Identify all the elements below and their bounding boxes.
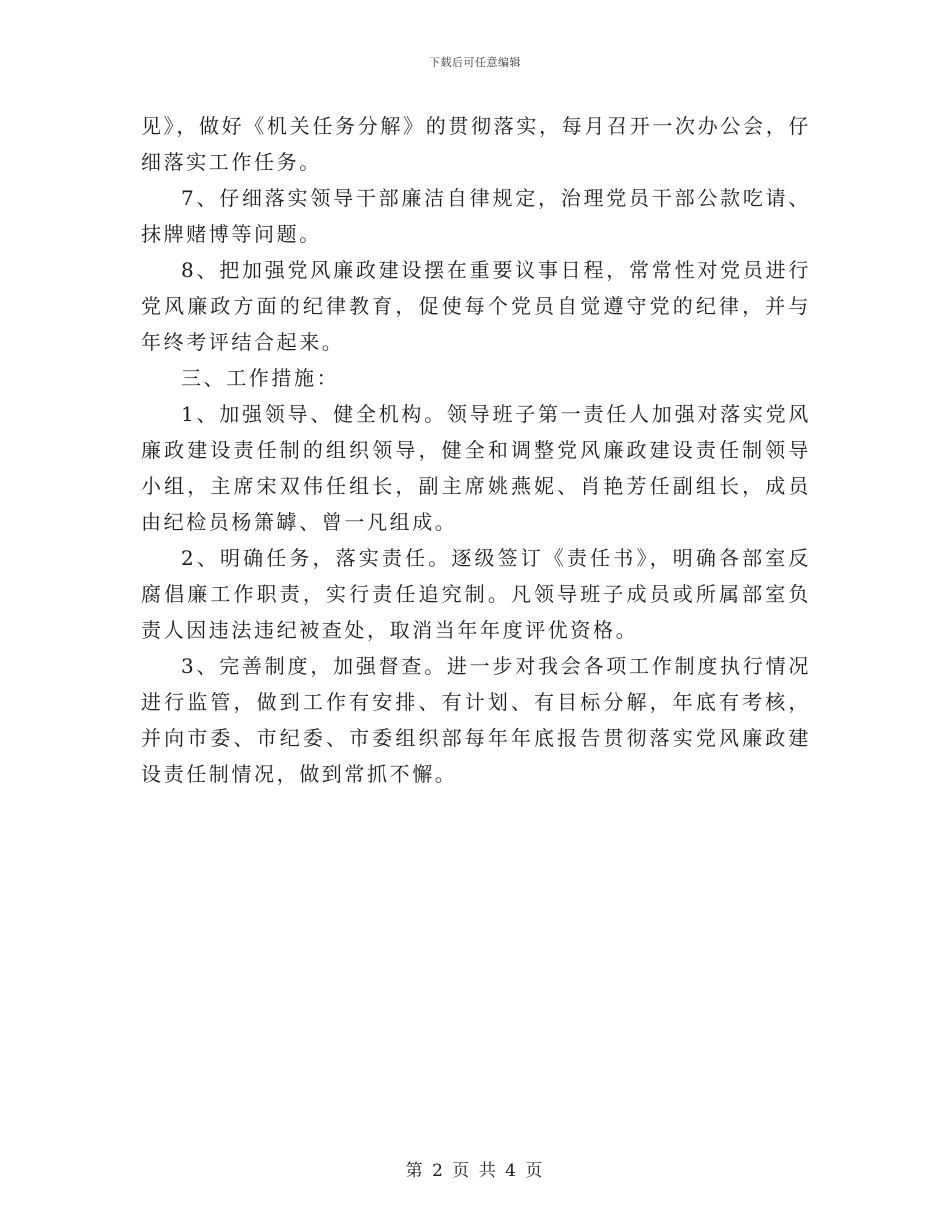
paragraph-item-8: 8、把加强党风廉政建设摆在重要议事日程，常常性对党员进行党风廉政方面的纪律教育，促使每个党员自觉遵守党的纪律，并与年终考评结合起来。 (141, 258, 811, 354)
paragraph-continuation: 见》，做好《机关任务分解》的贯彻落实，每月召开一次办公会，仔细落实工作任务。 (141, 114, 811, 174)
paragraph-measure-1: 1、加强领导、健全机构。领导班子第一责任人加强对落实党风廉政建设责任制的组织领导，健全和调整党风廉政建设责任制领导小组，主席宋双伟任组长，副主席姚燕妮、肖艳芳任副组长，成员由纪检员杨箫罅、曾一凡组成。 (141, 402, 811, 534)
document-body (141, 108, 811, 792)
page-header: 下载后可任意编辑 (429, 56, 521, 69)
paragraph-measure-3: 3、完善制度，加强督查。进一步对我会各项工作制度执行情况进行监管，做到工作有安排、有计划、有目标分解，年底有考核，并向市委、市纪委、市委组织部每年年底报告贯彻落实党风廉政建设责任制情况，做到常抓不懈。 (141, 654, 811, 786)
section-heading-measures: 三、工作措施： (181, 366, 340, 390)
paragraph-item-7: 7、仔细落实领导干部廉洁自律规定，治理党员干部公款吃请、抹牌赌博等问题。 (141, 186, 811, 246)
paragraph-measure-2: 2、明确任务，落实责任。逐级签订《责任书》，明确各部室反腐倡廉工作职责，实行责任追究制。凡领导班子成员或所属部室负责人因违法违纪被查处，取消当年年度评优资格。 (141, 546, 811, 642)
page-number-footer: 第 2 页 共 4 页 (405, 1161, 545, 1181)
